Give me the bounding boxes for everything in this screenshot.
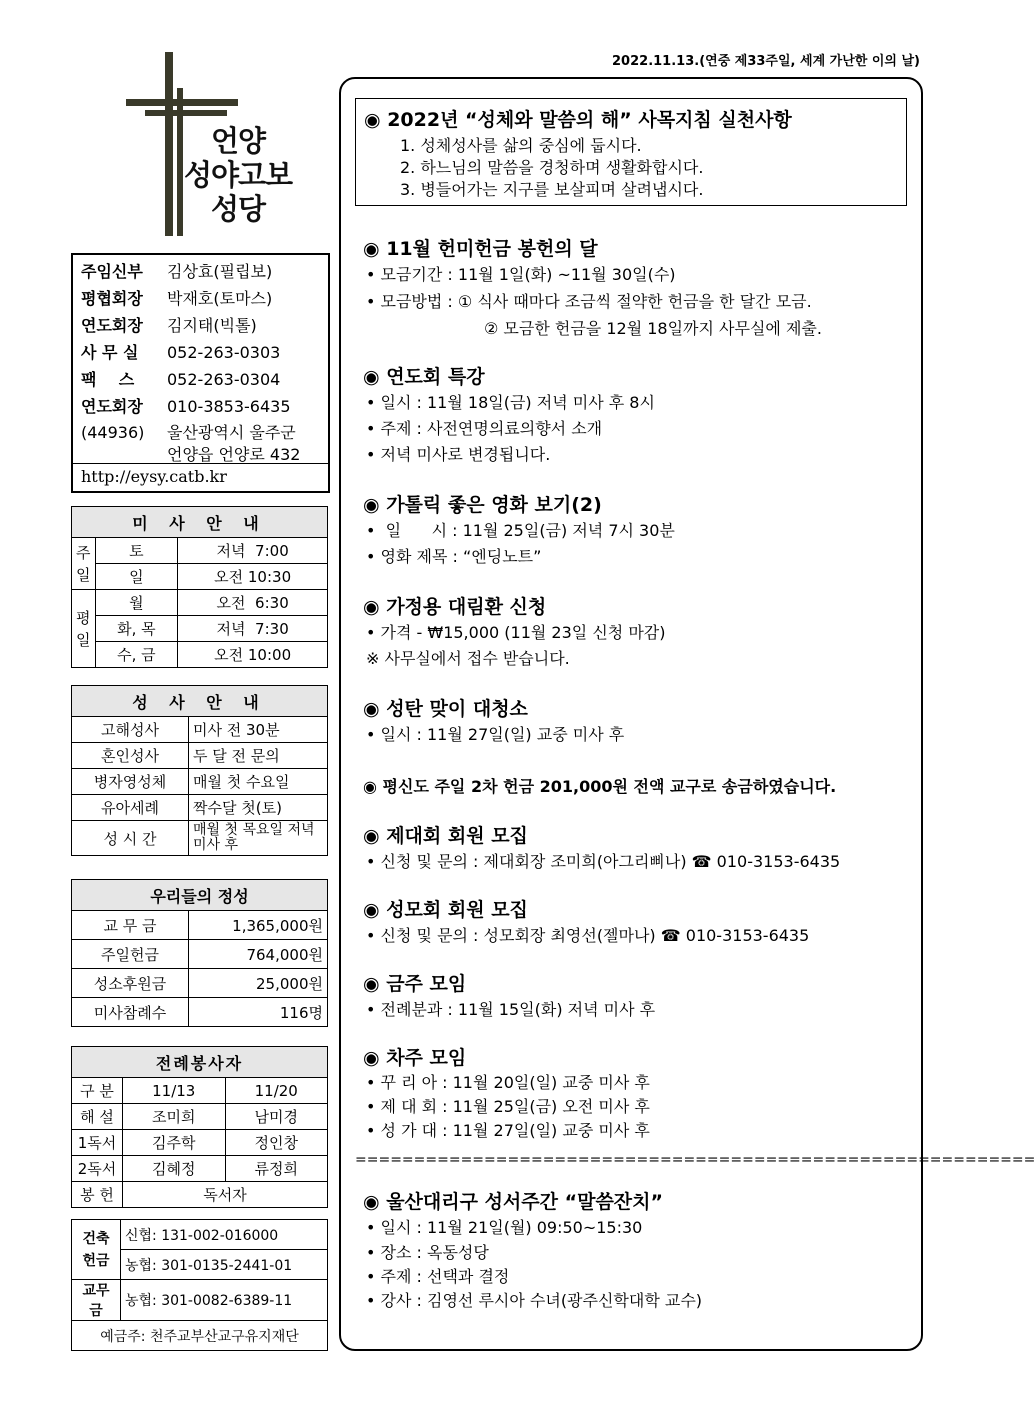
bank-account: 농협: 301-0082-6389-11 bbox=[121, 1280, 328, 1321]
server-role: 봉 헌 bbox=[72, 1182, 123, 1208]
server-name: 남미경 bbox=[225, 1104, 328, 1130]
section-title: ◉ 차주 모임 bbox=[363, 1047, 467, 1069]
logo-cross-bar-inner bbox=[145, 110, 227, 116]
section-line: • 일시 : 11월 18일(금) 저녁 미사 후 8시 bbox=[366, 393, 655, 412]
section-line: • 주제 : 사전연명의료의향서 소개 bbox=[366, 419, 603, 438]
section-line: • 전례분과 : 11월 15일(화) 저녁 미사 후 bbox=[366, 1000, 656, 1019]
weekday-label: 평일 bbox=[72, 590, 96, 668]
bulletin-date: 2022.11.13.(연중 제33주일, 세계 가난한 이의 날) bbox=[612, 54, 920, 69]
pastoral-item: 1. 성체성사를 삶의 중심에 둡시다. bbox=[400, 136, 642, 155]
section-line: • 일시 : 11월 27일(일) 교중 미사 후 bbox=[366, 725, 625, 744]
info-key: 사 무 실 bbox=[81, 343, 139, 362]
section-title: ◉ 금주 모임 bbox=[363, 973, 467, 995]
pastoral-guidelines-box bbox=[355, 98, 907, 206]
servers-head-label: 구 분 bbox=[72, 1078, 123, 1104]
offering-name: 성소후원금 bbox=[72, 969, 189, 998]
bank-account: 농협: 301-0135-2441-01 bbox=[121, 1250, 328, 1280]
offering-name: 미사참례수 bbox=[72, 998, 189, 1027]
section-title: ◉ 성탄 맞이 대청소 bbox=[363, 698, 528, 720]
logo-line-1: 언양 bbox=[210, 124, 266, 158]
mass-day: 월 bbox=[95, 590, 178, 616]
address-line-1: 울산광역시 울주군 bbox=[167, 423, 296, 442]
building-fund-label: 건축헌금 bbox=[72, 1220, 121, 1280]
server-name: 김혜정 bbox=[123, 1156, 226, 1182]
mass-time: 오전 10:00 bbox=[178, 642, 328, 668]
address-line-2: 언양읍 언양로 432 bbox=[167, 445, 301, 464]
section-line: • 성 가 대 : 11월 27일(일) 교중 미사 후 bbox=[366, 1121, 650, 1140]
logo-line-2: 성야고보 bbox=[183, 158, 293, 192]
info-value: 052-263-0303 bbox=[167, 343, 281, 362]
servers-date-2: 11/20 bbox=[225, 1078, 328, 1104]
section-line: • 일시 : 11월 21일(월) 09:50~15:30 bbox=[366, 1218, 643, 1237]
pastoral-item: 3. 병들어가는 지구를 보살피며 살려냅시다. bbox=[400, 180, 704, 199]
mass-time: 저녁 7:30 bbox=[178, 616, 328, 642]
sacrament-value: 미사 전 30분 bbox=[189, 717, 328, 743]
sacrament-name: 유아세례 bbox=[72, 795, 189, 821]
info-key: 주임신부 bbox=[81, 262, 143, 281]
info-key: 팩 스 bbox=[81, 370, 135, 389]
section-line: • 모금방법 : ① 식사 때마다 조금씩 절약한 헌금을 한 달간 모금. bbox=[366, 292, 812, 311]
info-value: 박재호(토마스) bbox=[167, 289, 273, 308]
church-info-box bbox=[71, 253, 330, 493]
section-title: ◉ 가정용 대림환 신청 bbox=[363, 596, 547, 618]
sacrament-name: 혼인성사 bbox=[72, 743, 189, 769]
server-role: 1독서 bbox=[72, 1130, 123, 1156]
sacrament-name: 병자영성체 bbox=[72, 769, 189, 795]
pastoral-item: 2. 하느님의 말씀을 경청하며 생활화합시다. bbox=[400, 158, 704, 177]
sacrament-value: 짝수달 첫(토) bbox=[189, 795, 328, 821]
section-line: • 꾸 리 아 : 11월 20일(일) 교중 미사 후 bbox=[366, 1073, 650, 1092]
section-divider: ========================================================== bbox=[355, 1152, 1035, 1168]
logo-cross-icon bbox=[165, 52, 173, 236]
section-line: ② 모금한 헌금을 12월 18일까지 사무실에 제출. bbox=[484, 319, 822, 338]
sacrament-value: 매월 첫 목요일 저녁미사 후 bbox=[189, 821, 328, 856]
pastoral-title: ◉ 2022년 “성체와 말씀의 해” 사목지침 실천사항 bbox=[364, 109, 792, 131]
mass-day: 화, 목 bbox=[95, 616, 178, 642]
server-name: 류정희 bbox=[225, 1156, 328, 1182]
offering-title: 우리들의 정성 bbox=[72, 880, 328, 911]
section-line: • 주제 : 선택과 결정 bbox=[366, 1267, 510, 1286]
bank-accounts-table bbox=[71, 1219, 328, 1351]
sacrament-value: 두 달 전 문의 bbox=[189, 743, 328, 769]
offering-value: 116명 bbox=[189, 998, 328, 1027]
section-line: • 신청 및 문의 : 제대회장 조미희(아그리삐나) ☎ 010-3153-6435 bbox=[366, 852, 841, 871]
account-holder: 예금주: 천주교부산교구유지재단 bbox=[72, 1321, 328, 1351]
section-line: • 강사 : 김영선 루시아 수녀(광주신학대학 교수) bbox=[366, 1291, 703, 1310]
offering-value: 764,000원 bbox=[189, 940, 328, 969]
server-name: 정인창 bbox=[225, 1130, 328, 1156]
section-line: • 신청 및 문의 : 성모회장 최영선(젤마나) ☎ 010-3153-6435 bbox=[366, 926, 810, 945]
website-link[interactable]: http://eysy.catb.kr bbox=[81, 467, 227, 486]
server-name: 김주학 bbox=[123, 1130, 226, 1156]
sacrament-table bbox=[71, 685, 328, 856]
mass-time: 저녁 7:00 bbox=[178, 538, 328, 564]
liturgy-servers-table bbox=[71, 1046, 328, 1208]
church-logo-text bbox=[183, 124, 293, 226]
sacrament-title: 성 사 안 내 bbox=[72, 686, 328, 717]
sacrament-value: 매월 첫 수요일 bbox=[189, 769, 328, 795]
server-role: 해 설 bbox=[72, 1104, 123, 1130]
servers-title: 전례봉사자 bbox=[72, 1047, 328, 1078]
sacrament-name: 성 시 간 bbox=[72, 821, 189, 856]
mass-schedule-table bbox=[71, 506, 328, 668]
offering-value: 25,000원 bbox=[189, 969, 328, 998]
section-title: ◉ 울산대리구 성서주간 “말씀잔치” bbox=[363, 1191, 664, 1213]
info-value: 052-263-0304 bbox=[167, 370, 281, 389]
section-line: ※ 사무실에서 접수 받습니다. bbox=[366, 649, 570, 668]
bank-account: 신협: 131-002-016000 bbox=[121, 1220, 328, 1250]
info-key: 평협회장 bbox=[81, 289, 143, 308]
info-value: 김지태(빅톨) bbox=[167, 316, 257, 335]
mass-schedule-title: 미 사 안 내 bbox=[72, 507, 328, 538]
section-title: ◉ 성모회 회원 모집 bbox=[363, 899, 528, 921]
sacrament-name: 고해성사 bbox=[72, 717, 189, 743]
offering-table bbox=[71, 879, 328, 1027]
mass-day: 토 bbox=[95, 538, 178, 564]
section-line: • 제 대 회 : 11월 25일(금) 오전 미사 후 bbox=[366, 1097, 650, 1116]
section-line: • 가격 - ₩15,000 (11월 23일 신청 마감) bbox=[366, 623, 666, 642]
section-title: ◉ 가톨릭 좋은 영화 보기(2) bbox=[363, 494, 602, 516]
mass-day: 일 bbox=[95, 564, 178, 590]
logo-cross-bar bbox=[126, 99, 238, 106]
section-line: • 일 시 : 11월 25일(금) 저녁 7시 30분 bbox=[366, 521, 675, 540]
section-line: • 장소 : 옥동성당 bbox=[366, 1243, 489, 1262]
server-name: 독서자 bbox=[123, 1182, 328, 1208]
mass-time: 오전 6:30 bbox=[178, 590, 328, 616]
server-name: 조미희 bbox=[123, 1104, 226, 1130]
logo-line-3: 성당 bbox=[210, 192, 266, 226]
sunday-label: 주일 bbox=[72, 538, 96, 590]
section-line: • 모금기간 : 11월 1일(화) ~11월 30일(수) bbox=[366, 265, 676, 284]
offering-value: 1,365,000원 bbox=[189, 911, 328, 940]
servers-date-1: 11/13 bbox=[123, 1078, 226, 1104]
section-title: ◉ 11월 헌미헌금 봉헌의 달 bbox=[363, 238, 598, 260]
offering-name: 주일헌금 bbox=[72, 940, 189, 969]
info-value: 010-3853-6435 bbox=[167, 397, 291, 416]
postal-code: (44936) bbox=[81, 423, 145, 442]
section-line: • 저녁 미사로 변경됩니다. bbox=[366, 445, 551, 464]
mass-day: 수, 금 bbox=[95, 642, 178, 668]
section-title: ◉ 평신도 주일 2차 헌금 201,000원 전액 교구로 송금하였습니다. bbox=[363, 777, 837, 796]
info-value: 김상효(필립보) bbox=[167, 262, 273, 281]
mass-time: 오전 10:30 bbox=[178, 564, 328, 590]
info-key: 연도회장 bbox=[81, 397, 143, 416]
dues-label: 교무금 bbox=[72, 1280, 121, 1321]
section-line: • 영화 제목 : “엔딩노트” bbox=[366, 547, 542, 566]
info-key: 연도회장 bbox=[81, 316, 143, 335]
server-role: 2독서 bbox=[72, 1156, 123, 1182]
section-title: ◉ 연도회 특강 bbox=[363, 366, 485, 388]
section-title: ◉ 제대회 회원 모집 bbox=[363, 825, 528, 847]
offering-name: 교 무 금 bbox=[72, 911, 189, 940]
